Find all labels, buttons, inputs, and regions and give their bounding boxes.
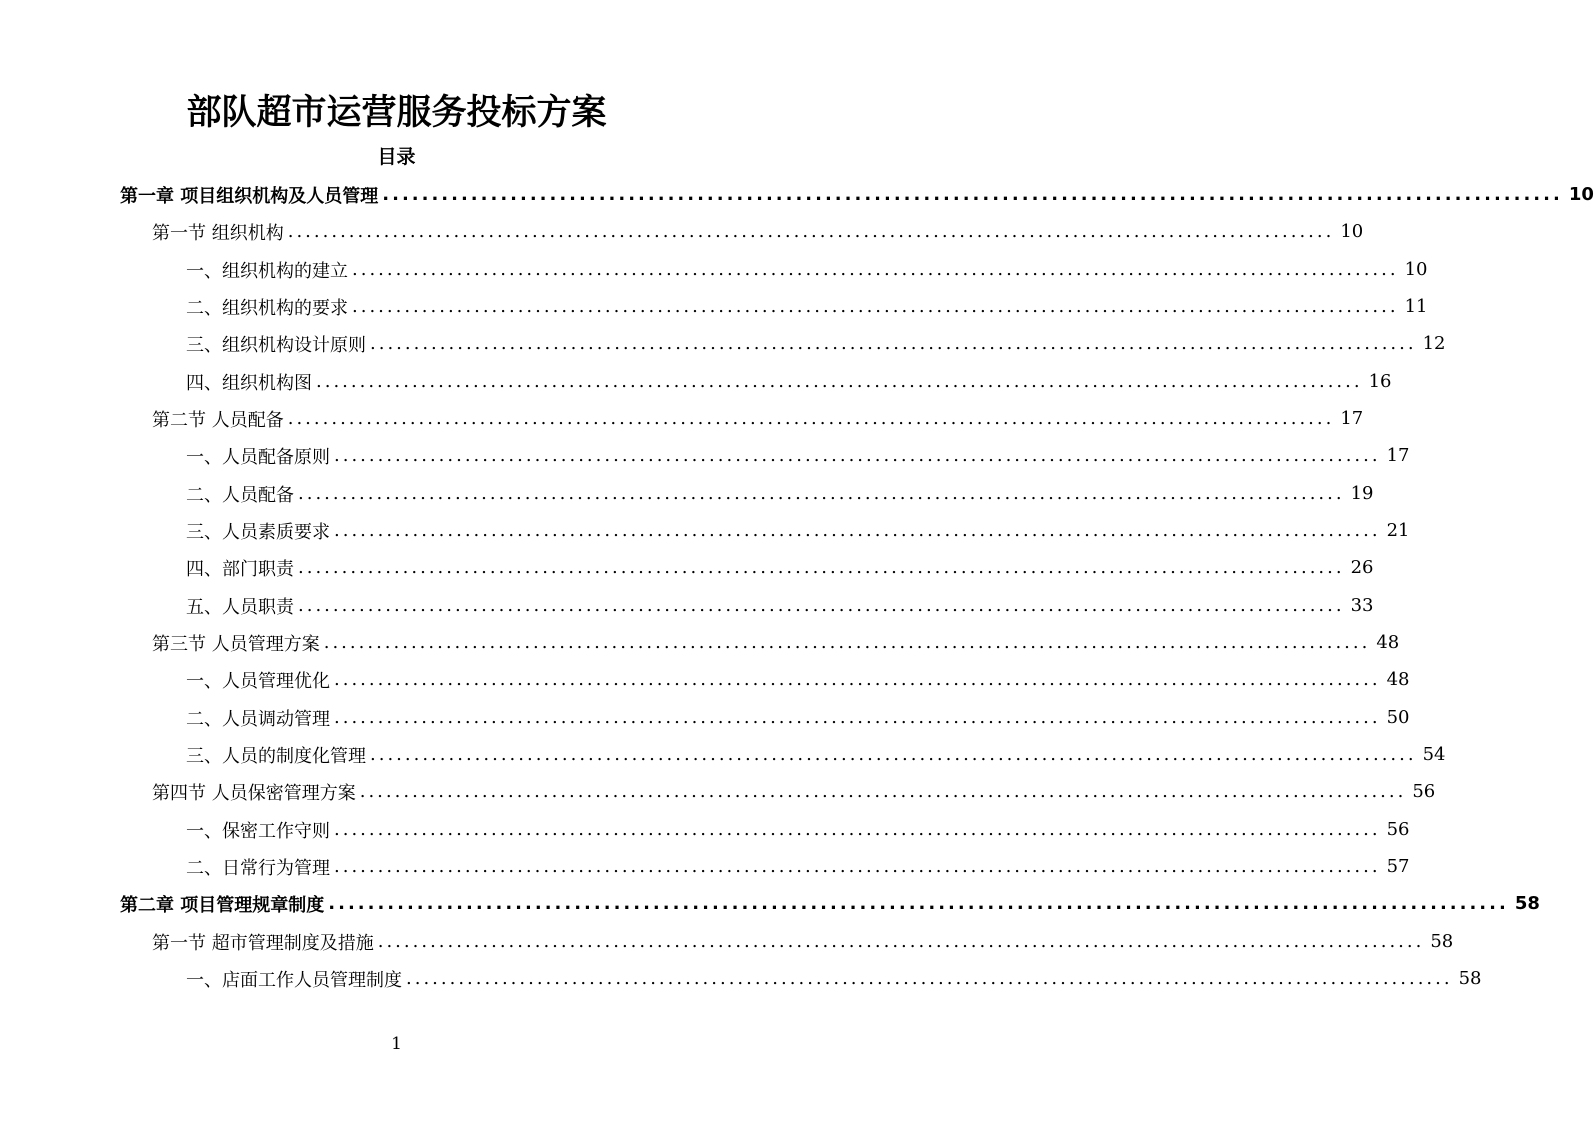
toc-leader-dots: ........................................................................................................................: [352, 259, 1399, 280]
toc-entry-item[interactable]: [0, 512, 1410, 549]
toc-entry-page: 48: [1376, 632, 1400, 653]
toc-entry-page: 12: [1422, 333, 1446, 354]
toc-entry-page: 33: [1350, 595, 1374, 616]
toc-entry-label: 二、日常行为管理: [186, 857, 330, 879]
toc-entry-item[interactable]: [0, 288, 1428, 325]
toc-leader-dots: ........................................................................................................................: [328, 893, 1509, 914]
toc-entry-label: 一、保密工作守则: [186, 820, 330, 842]
toc-leader-dots: ........................................................................................................................: [352, 296, 1399, 317]
toc-entry-label: 四、部门职责: [186, 558, 294, 580]
toc-entry-label: 一、人员配备原则: [186, 446, 330, 468]
toc-entry-label: 第二章 项目管理规章制度: [120, 894, 325, 916]
toc-entry-item[interactable]: [0, 363, 1392, 400]
toc-entry-page: 16: [1368, 371, 1392, 392]
toc-entry-label: 第四节 人员保密管理方案: [152, 782, 356, 804]
toc-entry-section[interactable]: [0, 923, 1454, 960]
toc-entry-item[interactable]: [0, 699, 1410, 736]
toc-entry-page: 26: [1350, 557, 1374, 578]
toc-entry-item[interactable]: [0, 736, 1446, 773]
toc-leader-dots: ........................................................................................................................: [334, 520, 1381, 541]
toc-entry-label: 三、人员的制度化管理: [186, 745, 366, 767]
toc-entry-label: 一、人员管理优化: [186, 670, 330, 692]
toc-entry-page: 56: [1412, 781, 1436, 802]
toc-entry-label: 五、人员职责: [186, 596, 294, 618]
toc-entry-item[interactable]: [0, 587, 1374, 624]
toc-entry-section[interactable]: [0, 213, 1364, 250]
toc-entry-page: 10: [1404, 259, 1428, 280]
toc-entry-item[interactable]: [0, 325, 1446, 362]
toc-entry-section[interactable]: [0, 624, 1400, 661]
toc-entry-label: 一、组织机构的建立: [186, 260, 348, 282]
toc-entry-item[interactable]: [0, 848, 1410, 885]
toc-entry-label: 第一节 超市管理制度及措施: [152, 932, 374, 954]
toc-leader-dots: ........................................................................................................................: [287, 408, 1335, 429]
toc-entry-label: 第一节 组织机构: [152, 222, 284, 244]
toc-entry-item[interactable]: [0, 437, 1410, 474]
toc-entry-page: 57: [1386, 856, 1410, 877]
toc-entry-item[interactable]: [0, 549, 1374, 586]
toc-entry-page: 58: [1514, 893, 1540, 914]
toc-leader-dots: ........................................................................................................................: [287, 221, 1335, 242]
toc-entry-label: 一、店面工作人员管理制度: [186, 969, 402, 991]
toc-entry-label: 第三节 人员管理方案: [152, 633, 320, 655]
toc-entry-item[interactable]: [0, 811, 1410, 848]
toc-entry-page: 10: [1568, 184, 1594, 205]
toc-leader-dots: ........................................................................................................................: [298, 483, 1345, 504]
toc-entry-page: 58: [1458, 968, 1482, 989]
document-title: 部队超市运营服务投标方案: [186, 93, 607, 133]
toc-entry-page: 56: [1386, 819, 1410, 840]
toc-leader-dots: ........................................................................................................................: [406, 968, 1453, 989]
toc-leader-dots: ........................................................................................................................: [334, 819, 1381, 840]
toc-entry-page: 48: [1386, 669, 1410, 690]
toc-leader-dots: ........................................................................................................................: [298, 595, 1345, 616]
toc-entry-chapter[interactable]: [0, 885, 1540, 922]
toc-entry-item[interactable]: [0, 251, 1428, 288]
toc-entry-page: 19: [1350, 483, 1374, 504]
toc-leader-dots: ........................................................................................................................: [323, 632, 1371, 653]
toc-leader-dots: ........................................................................................................................: [370, 333, 1417, 354]
toc-entry-item[interactable]: [0, 960, 1482, 997]
page-number: 1: [391, 1034, 402, 1054]
toc-entry-label: 三、组织机构设计原则: [186, 334, 366, 356]
toc-entry-label: 二、组织机构的要求: [186, 297, 348, 319]
toc-entry-item[interactable]: [0, 475, 1374, 512]
toc-entry-section[interactable]: [0, 400, 1364, 437]
toc-entry-chapter[interactable]: [0, 176, 1594, 213]
toc-entry-label: 四、组织机构图: [186, 372, 312, 394]
toc-leader-dots: ........................................................................................................................: [334, 669, 1381, 690]
toc-entry-item[interactable]: [0, 661, 1410, 698]
toc-leader-dots: ........................................................................................................................: [298, 557, 1345, 578]
toc-entry-label: 二、人员调动管理: [186, 708, 330, 730]
toc-entry-section[interactable]: [0, 773, 1436, 810]
toc-entry-page: 58: [1430, 931, 1454, 952]
toc-entry-label: 三、人员素质要求: [186, 521, 330, 543]
toc-leader-dots: ........................................................................................................................: [359, 781, 1407, 802]
toc-entry-label: 第二节 人员配备: [152, 409, 284, 431]
toc-leader-dots: ........................................................................................................................: [370, 744, 1417, 765]
toc-heading: 目录: [377, 146, 416, 168]
toc-leader-dots: ........................................................................................................................: [334, 445, 1381, 466]
toc-leader-dots: ........................................................................................................................: [377, 931, 1425, 952]
toc-leader-dots: ........................................................................................................................: [334, 856, 1381, 877]
toc-leader-dots: ........................................................................................................................: [316, 371, 1363, 392]
toc-entry-page: 54: [1422, 744, 1446, 765]
toc-entry-label: 二、人员配备: [186, 484, 294, 506]
toc-entry-page: 17: [1340, 408, 1364, 429]
toc-entry-page: 17: [1386, 445, 1410, 466]
toc-entry-page: 21: [1386, 520, 1410, 541]
toc-entry-page: 11: [1404, 296, 1428, 317]
toc-leader-dots: ........................................................................................................................: [382, 184, 1563, 205]
toc-entry-label: 第一章 项目组织机构及人员管理: [120, 185, 379, 207]
toc-leader-dots: ........................................................................................................................: [334, 707, 1381, 728]
toc-entry-page: 10: [1340, 221, 1364, 242]
toc-entry-page: 50: [1386, 707, 1410, 728]
